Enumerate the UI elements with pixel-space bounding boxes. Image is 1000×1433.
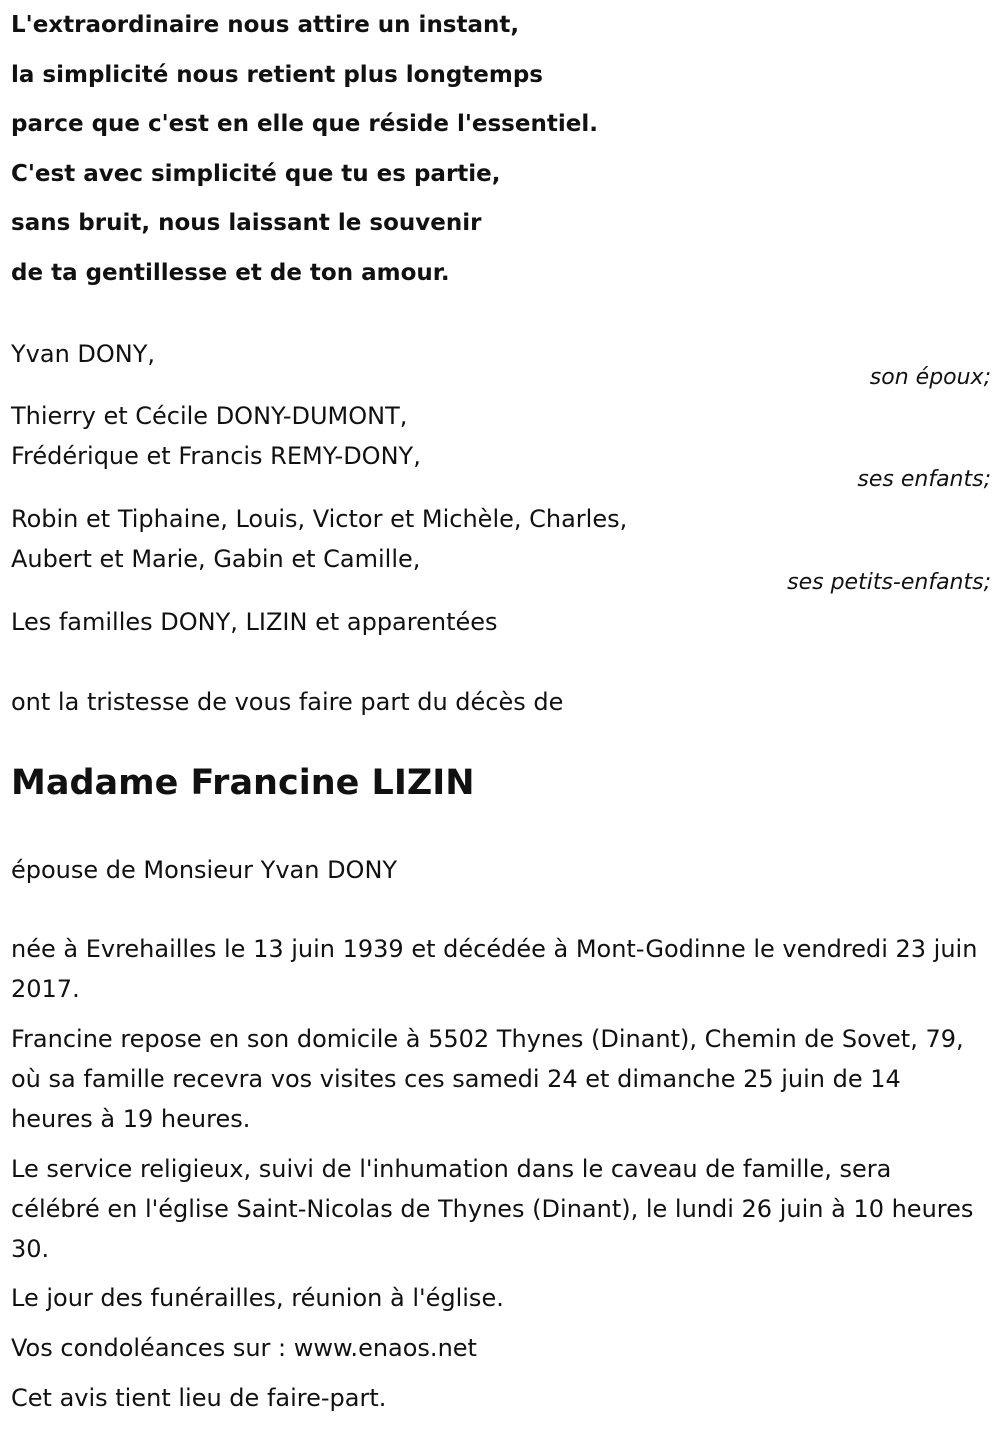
deceased-relation: épouse de Monsieur Yvan DONY	[11, 856, 398, 884]
children-role: ses enfants;	[857, 467, 991, 492]
birth-death-paragraph: née à Evrehailles le 13 juin 1939 et décédée à Mont-Godinne le vendredi 23 juin 2017.	[11, 935, 978, 1003]
poem-line: L'extraordinaire nous attire un instant,	[11, 12, 520, 38]
notice-paragraph: Cet avis tient lieu de faire-part.	[11, 1384, 387, 1412]
announcement: ont la tristesse de vous faire part du décès de	[11, 688, 564, 716]
meeting-paragraph: Le jour des funérailles, réunion à l'église.	[11, 1284, 504, 1312]
visitation-paragraph: Francine repose en son domicile à 5502 Thynes (Dinant), Chemin de Sovet, 79, où sa famille recevra vos visites ces samedi 24 et dimanche 25 juin de 14 heures à 19 heures.	[11, 1025, 964, 1133]
condolences-paragraph: Vos condoléances sur : www.enaos.net	[11, 1334, 477, 1362]
poem-line: C'est avec simplicité que tu es partie,	[11, 160, 501, 187]
service-paragraph: Le service religieux, suivi de l'inhumation dans le caveau de famille, sera célébré en l'église Saint-Nicolas de Thynes (Dinant), le lundi 26 juin à 10 heures 30.	[11, 1155, 974, 1263]
poem-line: la simplicité nous retient plus longtemps	[11, 61, 543, 88]
families-line: Les familles DONY, LIZIN et apparentées	[11, 608, 498, 636]
poem-line: de ta gentillesse et de ton amour.	[11, 259, 450, 286]
grandchildren-role: ses petits-enfants;	[787, 570, 991, 595]
spouse-role: son époux;	[869, 365, 991, 390]
poem	[11, 0, 991, 306]
obituary-notice	[11, 0, 991, 1412]
spouse-name: Yvan DONY,	[11, 340, 156, 368]
grandchildren-line: Aubert et Marie, Gabin et Camille,	[11, 545, 421, 573]
poem-line: sans bruit, nous laissant le souvenir	[11, 210, 482, 236]
poem-line: parce que c'est en elle que réside l'essentiel.	[11, 111, 598, 137]
deceased-name: Madame Francine LIZIN	[11, 763, 475, 803]
child-name: Thierry et Cécile DONY-DUMONT,	[11, 402, 408, 430]
grandchildren-line: Robin et Tiphaine, Louis, Victor et Michèle, Charles,	[11, 505, 628, 533]
child-name: Frédérique et Francis REMY-DONY,	[11, 442, 421, 470]
